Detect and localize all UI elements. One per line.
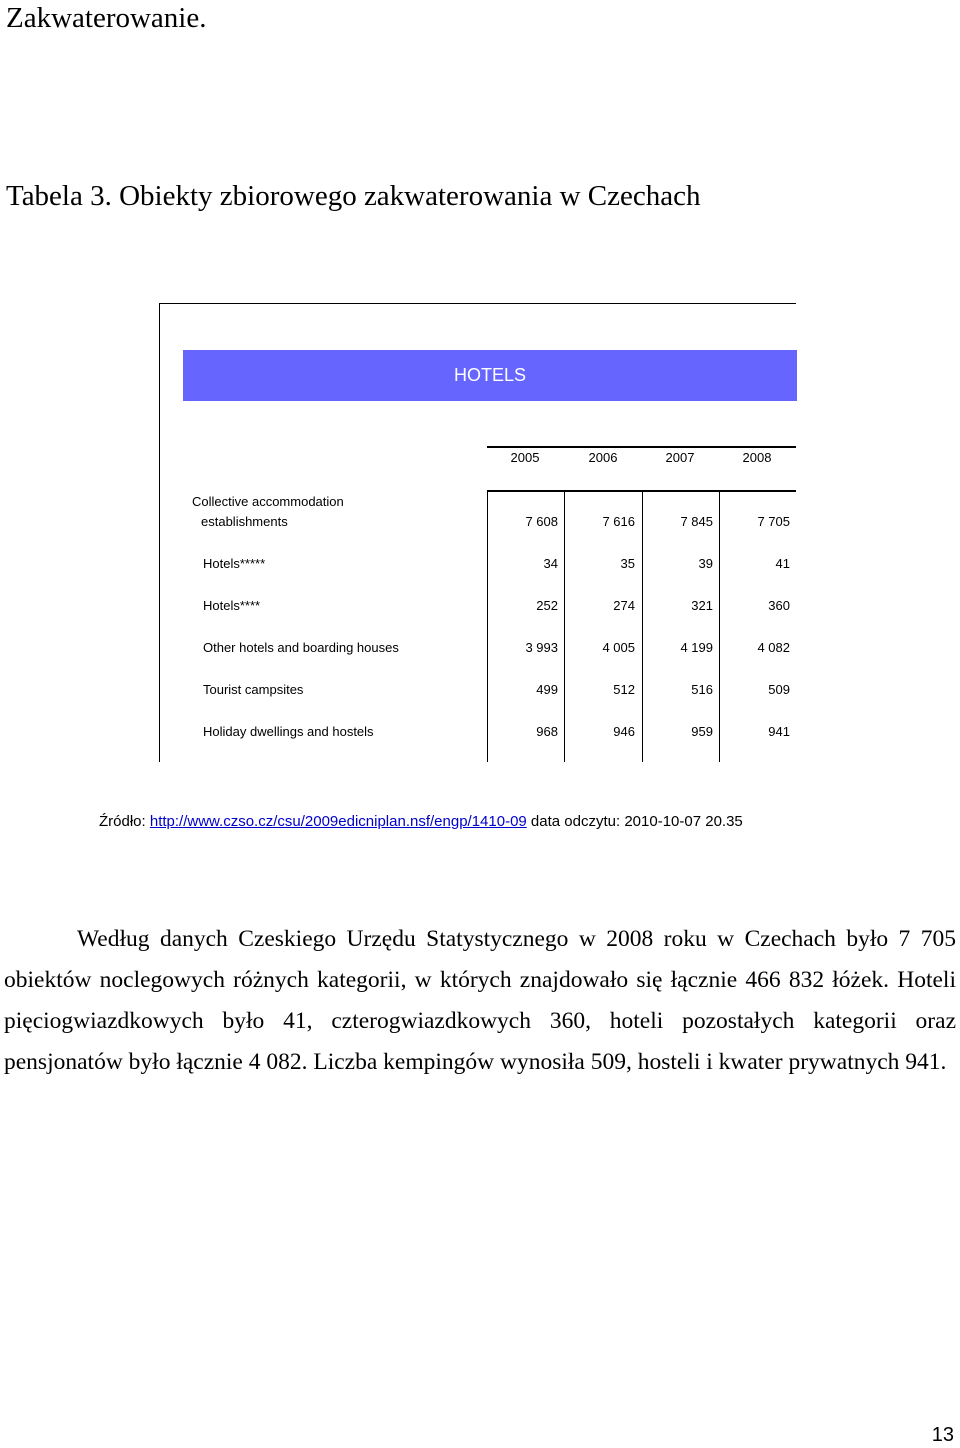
- table-cell: 252: [536, 598, 558, 613]
- source-note: [99, 812, 743, 832]
- table-cell: 968: [536, 724, 558, 739]
- table-cell: 7 608: [525, 514, 558, 529]
- source-link[interactable]: http://www.czso.cz/csu/2009edicniplan.nsf/engp/1410-09: [149, 813, 527, 830]
- year-header: 2008: [742, 450, 772, 465]
- table-cell: 7 616: [602, 514, 635, 529]
- table-cell: 941: [768, 724, 790, 739]
- table-cell: 3 993: [525, 640, 558, 655]
- table-cell: 34: [543, 556, 558, 571]
- table-cell: 274: [613, 598, 635, 613]
- column-divider: [719, 490, 720, 762]
- column-divider: [564, 490, 565, 762]
- table-cell: 512: [613, 682, 635, 697]
- row-label: Collective accommodation: [192, 494, 344, 509]
- year-header: 2006: [588, 450, 618, 465]
- table-cell: 959: [691, 724, 713, 739]
- row-label: Hotels****: [203, 598, 261, 613]
- table-frame-top: [159, 303, 796, 304]
- column-divider: [642, 490, 643, 762]
- table-cell: 35: [620, 556, 635, 571]
- table-cell: 499: [536, 682, 558, 697]
- table-cell: 7 845: [680, 514, 713, 529]
- row-label: Holiday dwellings and hostels: [203, 724, 374, 739]
- table-cell: 321: [691, 598, 713, 613]
- table-cell: 4 005: [602, 640, 635, 655]
- year-header-top-rule: [487, 446, 796, 448]
- source-prefix: Źródło:: [99, 813, 150, 830]
- table-frame-left: [159, 303, 160, 762]
- hotels-header-band: HOTELS: [183, 350, 797, 401]
- table-cell: 516: [691, 682, 713, 697]
- year-header: 2007: [665, 450, 695, 465]
- table-cell: 4 199: [680, 640, 713, 655]
- year-header: 2005: [510, 450, 540, 465]
- table-cell: 509: [768, 682, 790, 697]
- row-label: Tourist campsites: [203, 682, 304, 697]
- table-cell: 41: [775, 556, 790, 571]
- body-paragraph: Według danych Czeskiego Urzędu Statystycznego w 2008 roku w Czechach było 7 705 obiektów noclegowych różnych kategorii, w których znajdowało się łącznie 466 832 łóżek. Hoteli pięciogwiazdkowych było 41, czterogwiazdkowych 360, hoteli pozostałych kategorii oraz pensjonatów było łącznie 4 082. Liczba kempingów wynosiła 509, hosteli i kwater prywatnych 941.: [4, 926, 956, 1075]
- row-label: Other hotels and boarding houses: [203, 640, 399, 655]
- table-cell: 39: [698, 556, 713, 571]
- column-divider: [487, 490, 488, 762]
- table-caption: Tabela 3. Obiekty zbiorowego zakwaterowania w Czechach: [6, 180, 701, 212]
- row-label: Hotels*****: [203, 556, 266, 571]
- page-number: 13: [931, 1424, 954, 1446]
- page-heading: Zakwaterowanie.: [6, 2, 207, 34]
- row-label: establishments: [201, 514, 288, 529]
- table-cell: 946: [613, 724, 635, 739]
- table-cell: 7 705: [757, 514, 790, 529]
- table-cell: 360: [768, 598, 790, 613]
- source-suffix: data odczytu: 2010-10-07 20.35: [526, 813, 743, 830]
- table-cell: 4 082: [757, 640, 790, 655]
